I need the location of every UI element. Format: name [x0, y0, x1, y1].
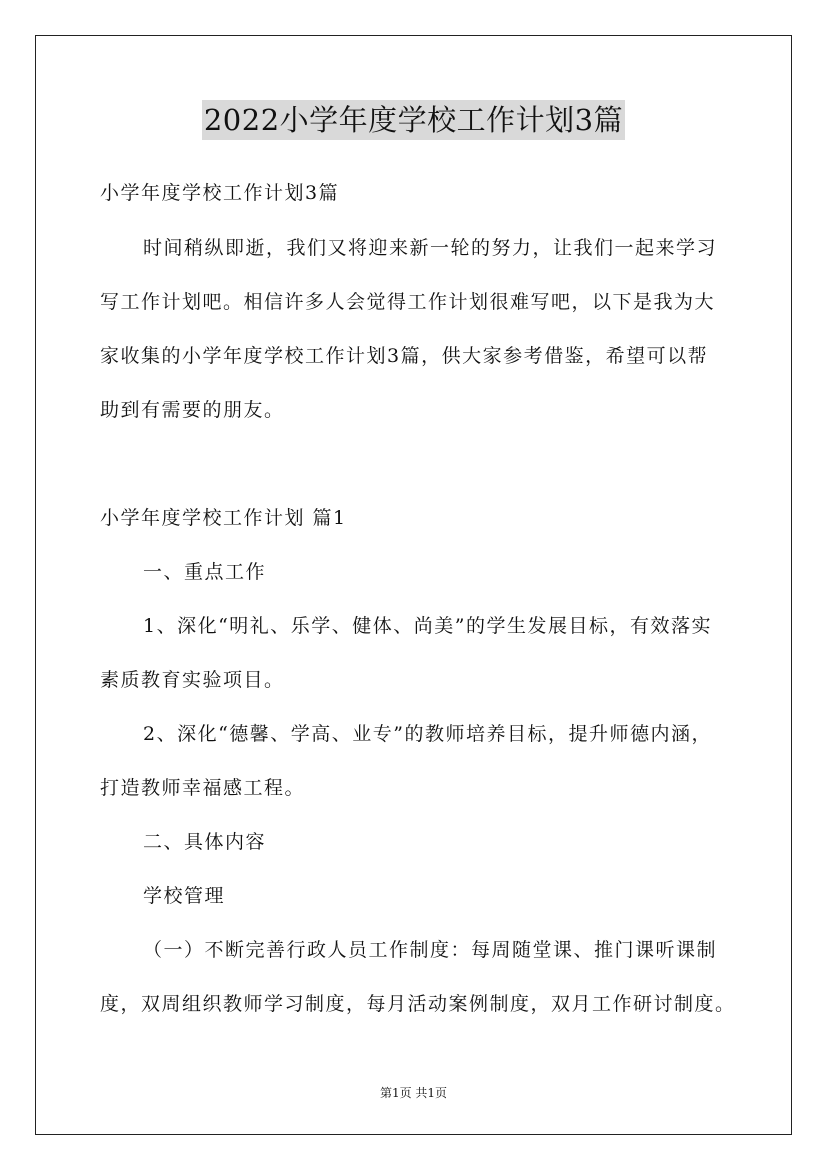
- item1-line-1: 1、深化“明礼、乐学、健体、尚美”的学生发展目标，有效落实: [143, 615, 713, 637]
- specific-heading: 二、具体内容: [143, 831, 267, 853]
- key-work-heading: 一、重点工作: [143, 561, 267, 583]
- sub1-line-2: 度，双周组织教师学习制度，每月活动案例制度，双月工作研讨制度。: [100, 993, 736, 1015]
- subtitle: 小学年度学校工作计划3篇: [100, 182, 340, 204]
- school-mgmt-heading: 学校管理: [143, 885, 226, 907]
- sub1-line-1: （一）不断完善行政人员工作制度：每周随堂课、推门课听课制: [143, 939, 718, 961]
- item2-line-2: 打造教师幸福感工程。: [100, 777, 306, 799]
- intro-line-3: 家收集的小学年度学校工作计划3篇，供大家参考借鉴，希望可以帮: [100, 345, 709, 367]
- section-heading: 小学年度学校工作计划 篇1: [100, 507, 347, 529]
- intro-line-2: 写工作计划吧。相信许多人会觉得工作计划很难写吧，以下是我为大: [100, 291, 716, 313]
- intro-line-4: 助到有需要的朋友。: [100, 399, 285, 421]
- item2-line-1: 2、深化“德馨、学高、业专”的教师培养目标，提升师德内涵，: [143, 723, 713, 745]
- item1-line-2: 素质教育实验项目。: [100, 669, 285, 691]
- intro-line-1: 时间稍纵即逝，我们又将迎来新一轮的努力，让我们一起来学习: [143, 237, 718, 259]
- title-container: [0, 100, 827, 140]
- document-title: 2022小学年度学校工作计划3篇: [202, 100, 625, 140]
- page-footer: 第1页 共1页: [379, 1086, 448, 1100]
